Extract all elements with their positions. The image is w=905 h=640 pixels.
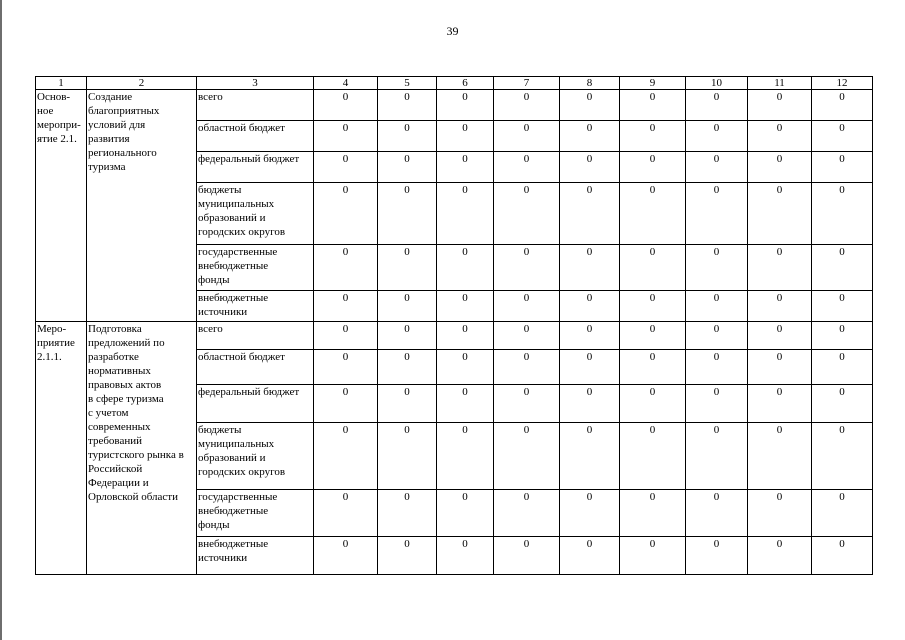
value-cell: 0 [812,291,873,322]
funding-source: бюджеты муниципальных образований и городских округов [197,423,314,490]
page-left-edge [0,0,2,640]
value-cell: 0 [686,183,748,245]
funding-table [35,76,873,575]
value-cell: 0 [560,490,620,537]
value-cell: 0 [560,121,620,152]
value-cell: 0 [812,245,873,291]
value-cell: 0 [686,385,748,423]
value-cell: 0 [494,322,560,350]
measure-code: Меро- приятие 2.1.1. [36,322,87,575]
funding-source: государственные внебюджетные фонды [197,245,314,291]
measure-title: Создание благоприятных условий для развития регионального туризма [87,90,197,322]
value-cell: 0 [812,490,873,537]
value-cell: 0 [560,90,620,121]
value-cell: 0 [494,423,560,490]
value-cell: 0 [314,537,378,575]
value-cell: 0 [437,423,494,490]
funding-source: федеральный бюджет [197,152,314,183]
value-cell: 0 [686,322,748,350]
value-cell: 0 [812,90,873,121]
value-cell: 0 [560,322,620,350]
value-cell: 0 [812,183,873,245]
value-cell: 0 [620,121,686,152]
value-cell: 0 [378,490,437,537]
value-cell: 0 [378,537,437,575]
value-cell: 0 [560,291,620,322]
value-cell: 0 [494,537,560,575]
funding-source: федеральный бюджет [197,385,314,423]
value-cell: 0 [437,245,494,291]
value-cell: 0 [314,385,378,423]
column-header-5: 5 [378,77,437,90]
value-cell: 0 [314,490,378,537]
value-cell: 0 [494,183,560,245]
value-cell: 0 [494,90,560,121]
column-header-11: 11 [748,77,812,90]
value-cell: 0 [437,385,494,423]
value-cell: 0 [620,183,686,245]
value-cell: 0 [748,322,812,350]
value-cell: 0 [686,350,748,385]
value-cell: 0 [314,121,378,152]
value-cell: 0 [812,322,873,350]
value-cell: 0 [620,291,686,322]
value-cell: 0 [812,423,873,490]
value-cell: 0 [314,291,378,322]
value-cell: 0 [437,537,494,575]
value-cell: 0 [494,291,560,322]
value-cell: 0 [494,350,560,385]
value-cell: 0 [560,350,620,385]
value-cell: 0 [378,350,437,385]
funding-source: внебюджетные источники [197,291,314,322]
value-cell: 0 [686,90,748,121]
column-header-6: 6 [437,77,494,90]
value-cell: 0 [314,322,378,350]
column-header-4: 4 [314,77,378,90]
value-cell: 0 [620,423,686,490]
value-cell: 0 [314,350,378,385]
value-cell: 0 [437,121,494,152]
value-cell: 0 [620,490,686,537]
value-cell: 0 [620,152,686,183]
measure-code: Основ- ное меропри- ятие 2.1. [36,90,87,322]
value-cell: 0 [748,385,812,423]
funding-source: бюджеты муниципальных образований и городских округов [197,183,314,245]
value-cell: 0 [560,423,620,490]
value-cell: 0 [378,385,437,423]
header-row [36,77,873,90]
value-cell: 0 [437,152,494,183]
value-cell: 0 [494,121,560,152]
value-cell: 0 [812,121,873,152]
table-body [36,90,873,575]
value-cell: 0 [620,385,686,423]
value-cell: 0 [560,183,620,245]
column-header-8: 8 [560,77,620,90]
value-cell: 0 [378,90,437,121]
value-cell: 0 [748,423,812,490]
value-cell: 0 [378,245,437,291]
value-cell: 0 [748,350,812,385]
value-cell: 0 [378,121,437,152]
value-cell: 0 [748,291,812,322]
column-header-10: 10 [686,77,748,90]
value-cell: 0 [378,423,437,490]
measure-title: Подготовка предложений по разработке нормативных правовых актов в сфере туризма с учетом современных требований туристского рынка в Российской Федерации и Орловской области [87,322,197,575]
column-header-1: 1 [36,77,87,90]
value-cell: 0 [378,152,437,183]
value-cell: 0 [494,152,560,183]
value-cell: 0 [437,490,494,537]
funding-source: областной бюджет [197,350,314,385]
value-cell: 0 [620,90,686,121]
value-cell: 0 [812,350,873,385]
value-cell: 0 [494,245,560,291]
funding-source: всего [197,322,314,350]
column-header-12: 12 [812,77,873,90]
value-cell: 0 [314,90,378,121]
value-cell: 0 [437,291,494,322]
value-cell: 0 [437,322,494,350]
value-cell: 0 [748,121,812,152]
value-cell: 0 [812,537,873,575]
value-cell: 0 [560,385,620,423]
value-cell: 0 [748,537,812,575]
value-cell: 0 [378,291,437,322]
page-number: 39 [446,24,459,38]
value-cell: 0 [812,385,873,423]
value-cell: 0 [686,245,748,291]
value-cell: 0 [437,183,494,245]
value-cell: 0 [686,490,748,537]
column-header-7: 7 [494,77,560,90]
value-cell: 0 [378,183,437,245]
value-cell: 0 [437,90,494,121]
value-cell: 0 [686,423,748,490]
value-cell: 0 [686,121,748,152]
value-cell: 0 [314,183,378,245]
value-cell: 0 [748,183,812,245]
value-cell: 0 [437,350,494,385]
funding-source: внебюджетные источники [197,537,314,575]
value-cell: 0 [620,537,686,575]
value-cell: 0 [686,152,748,183]
value-cell: 0 [748,90,812,121]
value-cell: 0 [748,245,812,291]
funding-source: государственные внебюджетные фонды [197,490,314,537]
value-cell: 0 [812,152,873,183]
value-cell: 0 [314,423,378,490]
column-header-9: 9 [620,77,686,90]
value-cell: 0 [494,385,560,423]
value-cell: 0 [748,490,812,537]
value-cell: 0 [620,322,686,350]
value-cell: 0 [686,537,748,575]
value-cell: 0 [560,152,620,183]
value-cell: 0 [494,490,560,537]
value-cell: 0 [620,350,686,385]
funding-source: всего [197,90,314,121]
value-cell: 0 [314,152,378,183]
value-cell: 0 [686,291,748,322]
column-header-3: 3 [197,77,314,90]
value-cell: 0 [314,245,378,291]
table-row [36,322,873,350]
column-header-2: 2 [87,77,197,90]
value-cell: 0 [620,245,686,291]
funding-source: областной бюджет [197,121,314,152]
value-cell: 0 [560,245,620,291]
value-cell: 0 [378,322,437,350]
table-row [36,90,873,121]
value-cell: 0 [748,152,812,183]
value-cell: 0 [560,537,620,575]
